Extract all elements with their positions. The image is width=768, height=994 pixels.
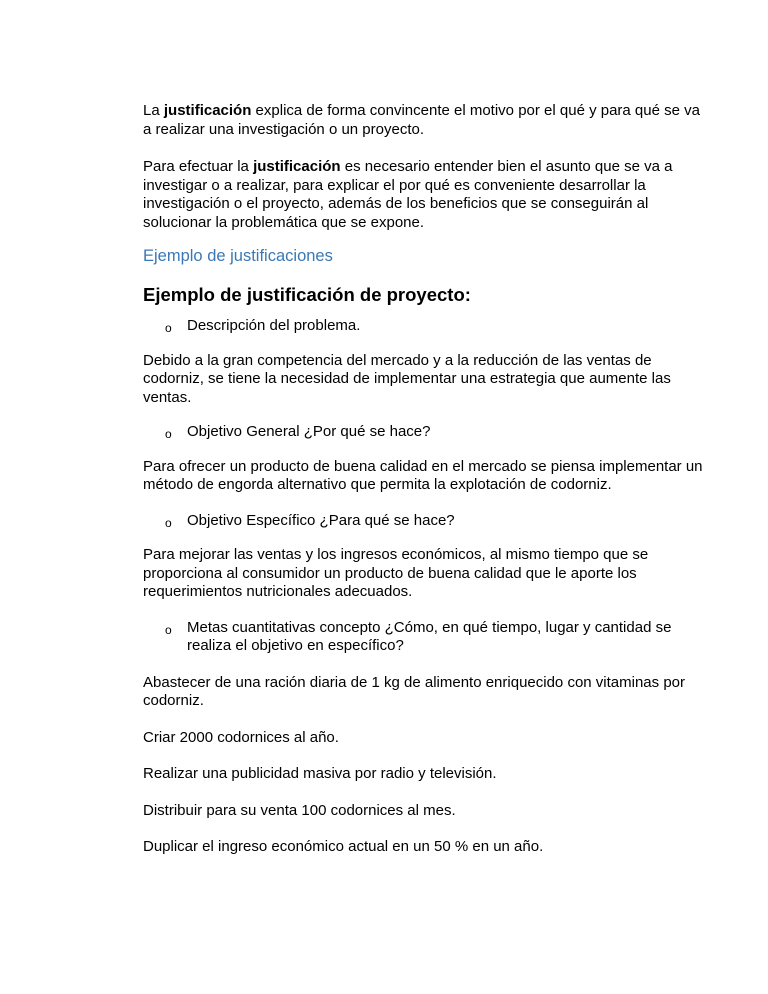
bullet-problem bbox=[143, 317, 703, 336]
intro-paragraph-1 bbox=[143, 102, 703, 139]
bullet-circle-icon: o bbox=[165, 427, 172, 441]
intro-p1-suffix: explica de forma convincente el motivo por el qué y para qué se va a realizar una investigación o un proyecto. bbox=[143, 102, 700, 138]
goal-item: Duplicar el ingreso económico actual en un 50 % en un año. bbox=[143, 838, 544, 855]
bullet-general-objective bbox=[143, 423, 703, 442]
goal-item: Realizar una publicidad masiva por radio y televisión. bbox=[143, 765, 497, 782]
bullet-specific-objective bbox=[143, 512, 703, 531]
specific-objective-paragraph: Para mejorar las ventas y los ingresos económicos, al mismo tiempo que se proporciona al consumidor un producto de buena calidad que le aporte los requerimientos nutricionales adecuados. bbox=[143, 546, 649, 600]
bullet-problem-label: Descripción del problema. bbox=[187, 317, 361, 334]
intro-p1-prefix: La bbox=[143, 102, 164, 119]
bullet-circle-icon: o bbox=[165, 515, 172, 530]
intro-paragraph-2 bbox=[143, 158, 703, 232]
intro-p2-bold-term: justificación bbox=[253, 158, 341, 175]
problem-paragraph: Debido a la gran competencia del mercado y a la reducción de las ventas de codorniz, se tiene la necesidad de implementar una estrategia que aumente las ventas. bbox=[143, 351, 671, 406]
bullet-specific-label: Objetivo Específico ¿Para qué se hace? bbox=[187, 511, 455, 529]
intro-p1-bold-term: justificación bbox=[163, 102, 252, 119]
bullet-general-label: Objetivo General ¿Por qué se hace? bbox=[187, 423, 431, 440]
sub-heading: Ejemplo de justificaciones bbox=[143, 247, 333, 265]
bullet-metas bbox=[143, 619, 703, 656]
bullet-circle-icon: o bbox=[165, 321, 172, 335]
bullet-metas-label: Metas cuantitativas concepto ¿Cómo, en qué tiempo, lugar y cantidad se realiza el objetivo en específico? bbox=[187, 618, 672, 654]
main-heading: Ejemplo de justificación de proyecto: bbox=[143, 284, 471, 305]
intro-p2-prefix: Para efectuar la bbox=[143, 158, 254, 175]
goal-item: Abastecer de una ración diaria de 1 kg de alimento enriquecido con vitaminas por codorniz. bbox=[143, 673, 685, 709]
intro-p2-suffix: es necesario entender bien el asunto que se va a investigar o a realizar, para explicar el por qué es conveniente desarrollar la investigación o el proyecto, además de los beneficios que se conseguirán al solucionar la problemática que se expone. bbox=[143, 158, 673, 231]
document-page bbox=[143, 102, 703, 875]
bullet-circle-icon: o bbox=[165, 622, 172, 637]
goal-item: Distribuir para su venta 100 codornices al mes. bbox=[143, 801, 456, 819]
general-objective-paragraph: Para ofrecer un producto de buena calidad en el mercado se piensa implementar un método de engorda alternativo que permita la explotación de codorniz. bbox=[143, 457, 703, 493]
goal-item: Criar 2000 codornices al año. bbox=[143, 728, 339, 746]
